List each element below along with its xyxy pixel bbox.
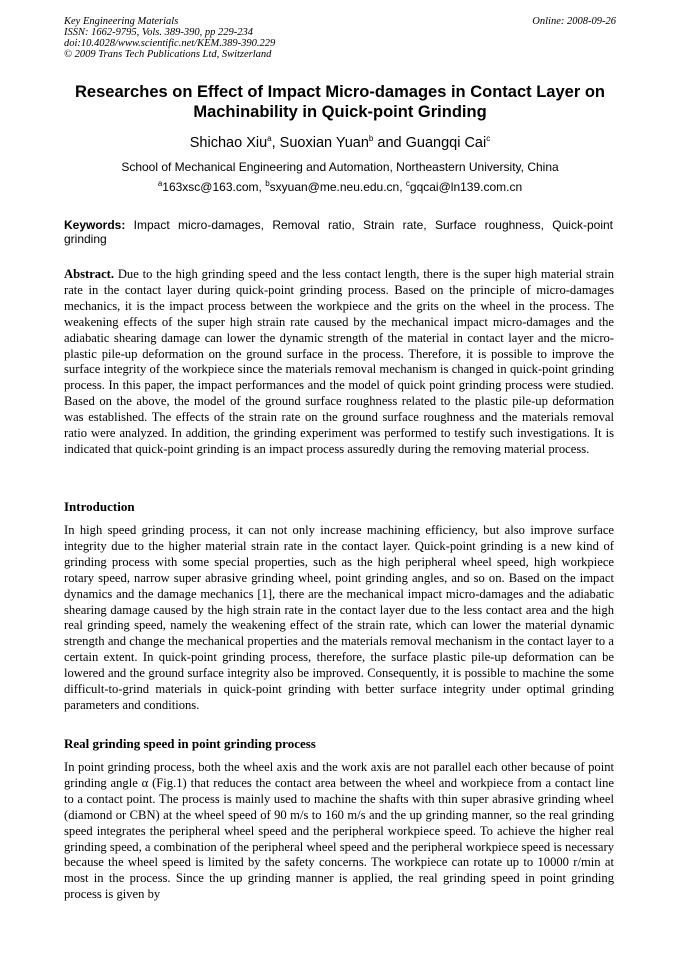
online-date: Online: 2008-09-26 (532, 16, 616, 27)
author-name: Suoxian Yuan (279, 135, 369, 151)
email-list (64, 180, 616, 195)
email-superscript: b (265, 179, 270, 188)
author-name: Guangqi Cai (405, 135, 487, 151)
affiliation: School of Mechanical Engineering and Automation, Northeastern University, China (121, 160, 559, 174)
author-name: Shichao Xiu (189, 135, 268, 151)
author-list (64, 134, 616, 152)
paper-title: Researches on Effect of Impact Micro-damages in Contact Layer on Machinability in Quick-point Grinding (75, 83, 605, 121)
email-superscript: c (405, 179, 410, 188)
keywords-text: Impact micro-damages, Removal ratio, Strain rate, Surface roughness, Quick-point grinding (64, 218, 613, 246)
section-heading-introduction: Introduction (64, 499, 135, 514)
author-separator: and (373, 135, 406, 151)
author-separator: , (271, 135, 280, 151)
real-grinding-speed-paragraph: In point grinding process, both the wheel axis and the work axis are not parallel each other because of point grinding angle α (Fig.1) that reduces the contact area between the wheel and workpiece from a contact line to a contact point. The process is mainly used to machine the shafts with thin super abrasive grinding wheel (diamond or CBN) at the wheel speed of 90 m/s to 160 m/s and the up grinding manner, so the real grinding speed integrates the peripheral wheel speed and the peripheral workpiece speed. To achieve the higher real grinding speed, a combination of the peripheral wheel speed and the peripheral workpiece speed is necessary because the wheel speed is limited by the safety concerns. The workpiece can rotate up to 10000 r/min at most in the process. Since the up grinding manner is applied, the real grinding speed in point grinding process is given by (64, 760, 614, 902)
issn-line: ISSN: 1662-9795, Vols. 389-390, pp 229-234 (64, 27, 253, 38)
journal-name: Key Engineering Materials (64, 16, 179, 27)
journal-header (64, 16, 616, 60)
section-heading-real-grinding-speed: Real grinding speed in point grinding process (64, 736, 316, 751)
email-address: sxyuan@me.neu.edu.cn, (269, 180, 406, 194)
introduction-paragraph: In high speed grinding process, it can not only increase machining efficiency, but also improve surface integrity due to the higher material strain rate in the contact layer. Quick-point grinding is a new kind of grinding process with some special properties, such as the high peripheral wheel speed, high workpiece rotary speed, narrow super abrasive grinding wheel, point grinding angles, and so on. Based on the impact dynamics and the damage mechanics [1], there are the mechanical impact micro-damages and the adiabatic shearing damage caused by the high strain rate in the contact layer due to the less contact area and the high real grinding speed, namely the weakening effect of the strain rate, which can lower the material dynamic strength and change the mechanical properties and the materials removal mechanism in the contact layer to a certain extent. In quick-point grinding process, therefore, the surface plastic pile-up deformation can be lowered and the ground surface integrity also be improved. Consequently, it is possible to machine the some difficult-to-grind materials in quick-point grinding with better surface integrity under optimal grinding parameters and conditions. (64, 523, 614, 712)
keywords-label: Keywords: (64, 218, 126, 232)
abstract (64, 267, 614, 458)
email-address: gqcai@ln139.com.cn (409, 180, 523, 194)
keywords (64, 218, 613, 246)
author-superscript: a (267, 134, 272, 144)
abstract-text: Due to the high grinding speed and the less contact length, there is the super high material strain rate in the contact layer during quick-point grinding process. Based on the principle of micro-damages mechanics, it is the impact process between the workpiece and the grits on the wheel in the process. The weakening effects of the super high strain rate caused by the mechanical impact micro-damages and the adiabatic shearing damage can lower the dynamic strength of the material in contact layer and the micro-plastic pile-up deformation on the ground surface in the process. Therefore, it is possible to improve the surface integrity of the workpiece since the materials removal mechanism is changed in quick-point grinding process. In this paper, the impact performances and the model of quick point grinding process were studied. Based on the above, the model of the ground surface roughness related to the plastic pile-up deformation was established. The effects of the strain rate on the ground surface roughness and the materials removal ratio were analyzed. In addition, the grinding experiment was performed to testify such investigations. It is indicated that quick-point grinding is an impact process assuredly during the removing material process. (64, 267, 614, 456)
author-superscript: c (486, 134, 491, 144)
author-superscript: b (368, 134, 374, 144)
copyright-line: © 2009 Trans Tech Publications Ltd, Switzerland (64, 49, 272, 60)
email-superscript: a (157, 179, 163, 188)
abstract-label: Abstract. (64, 267, 115, 281)
doi-line: doi:10.4028/www.scientific.net/KEM.389-390.229 (64, 38, 276, 49)
email-address: 163xsc@163.com, (162, 180, 266, 194)
